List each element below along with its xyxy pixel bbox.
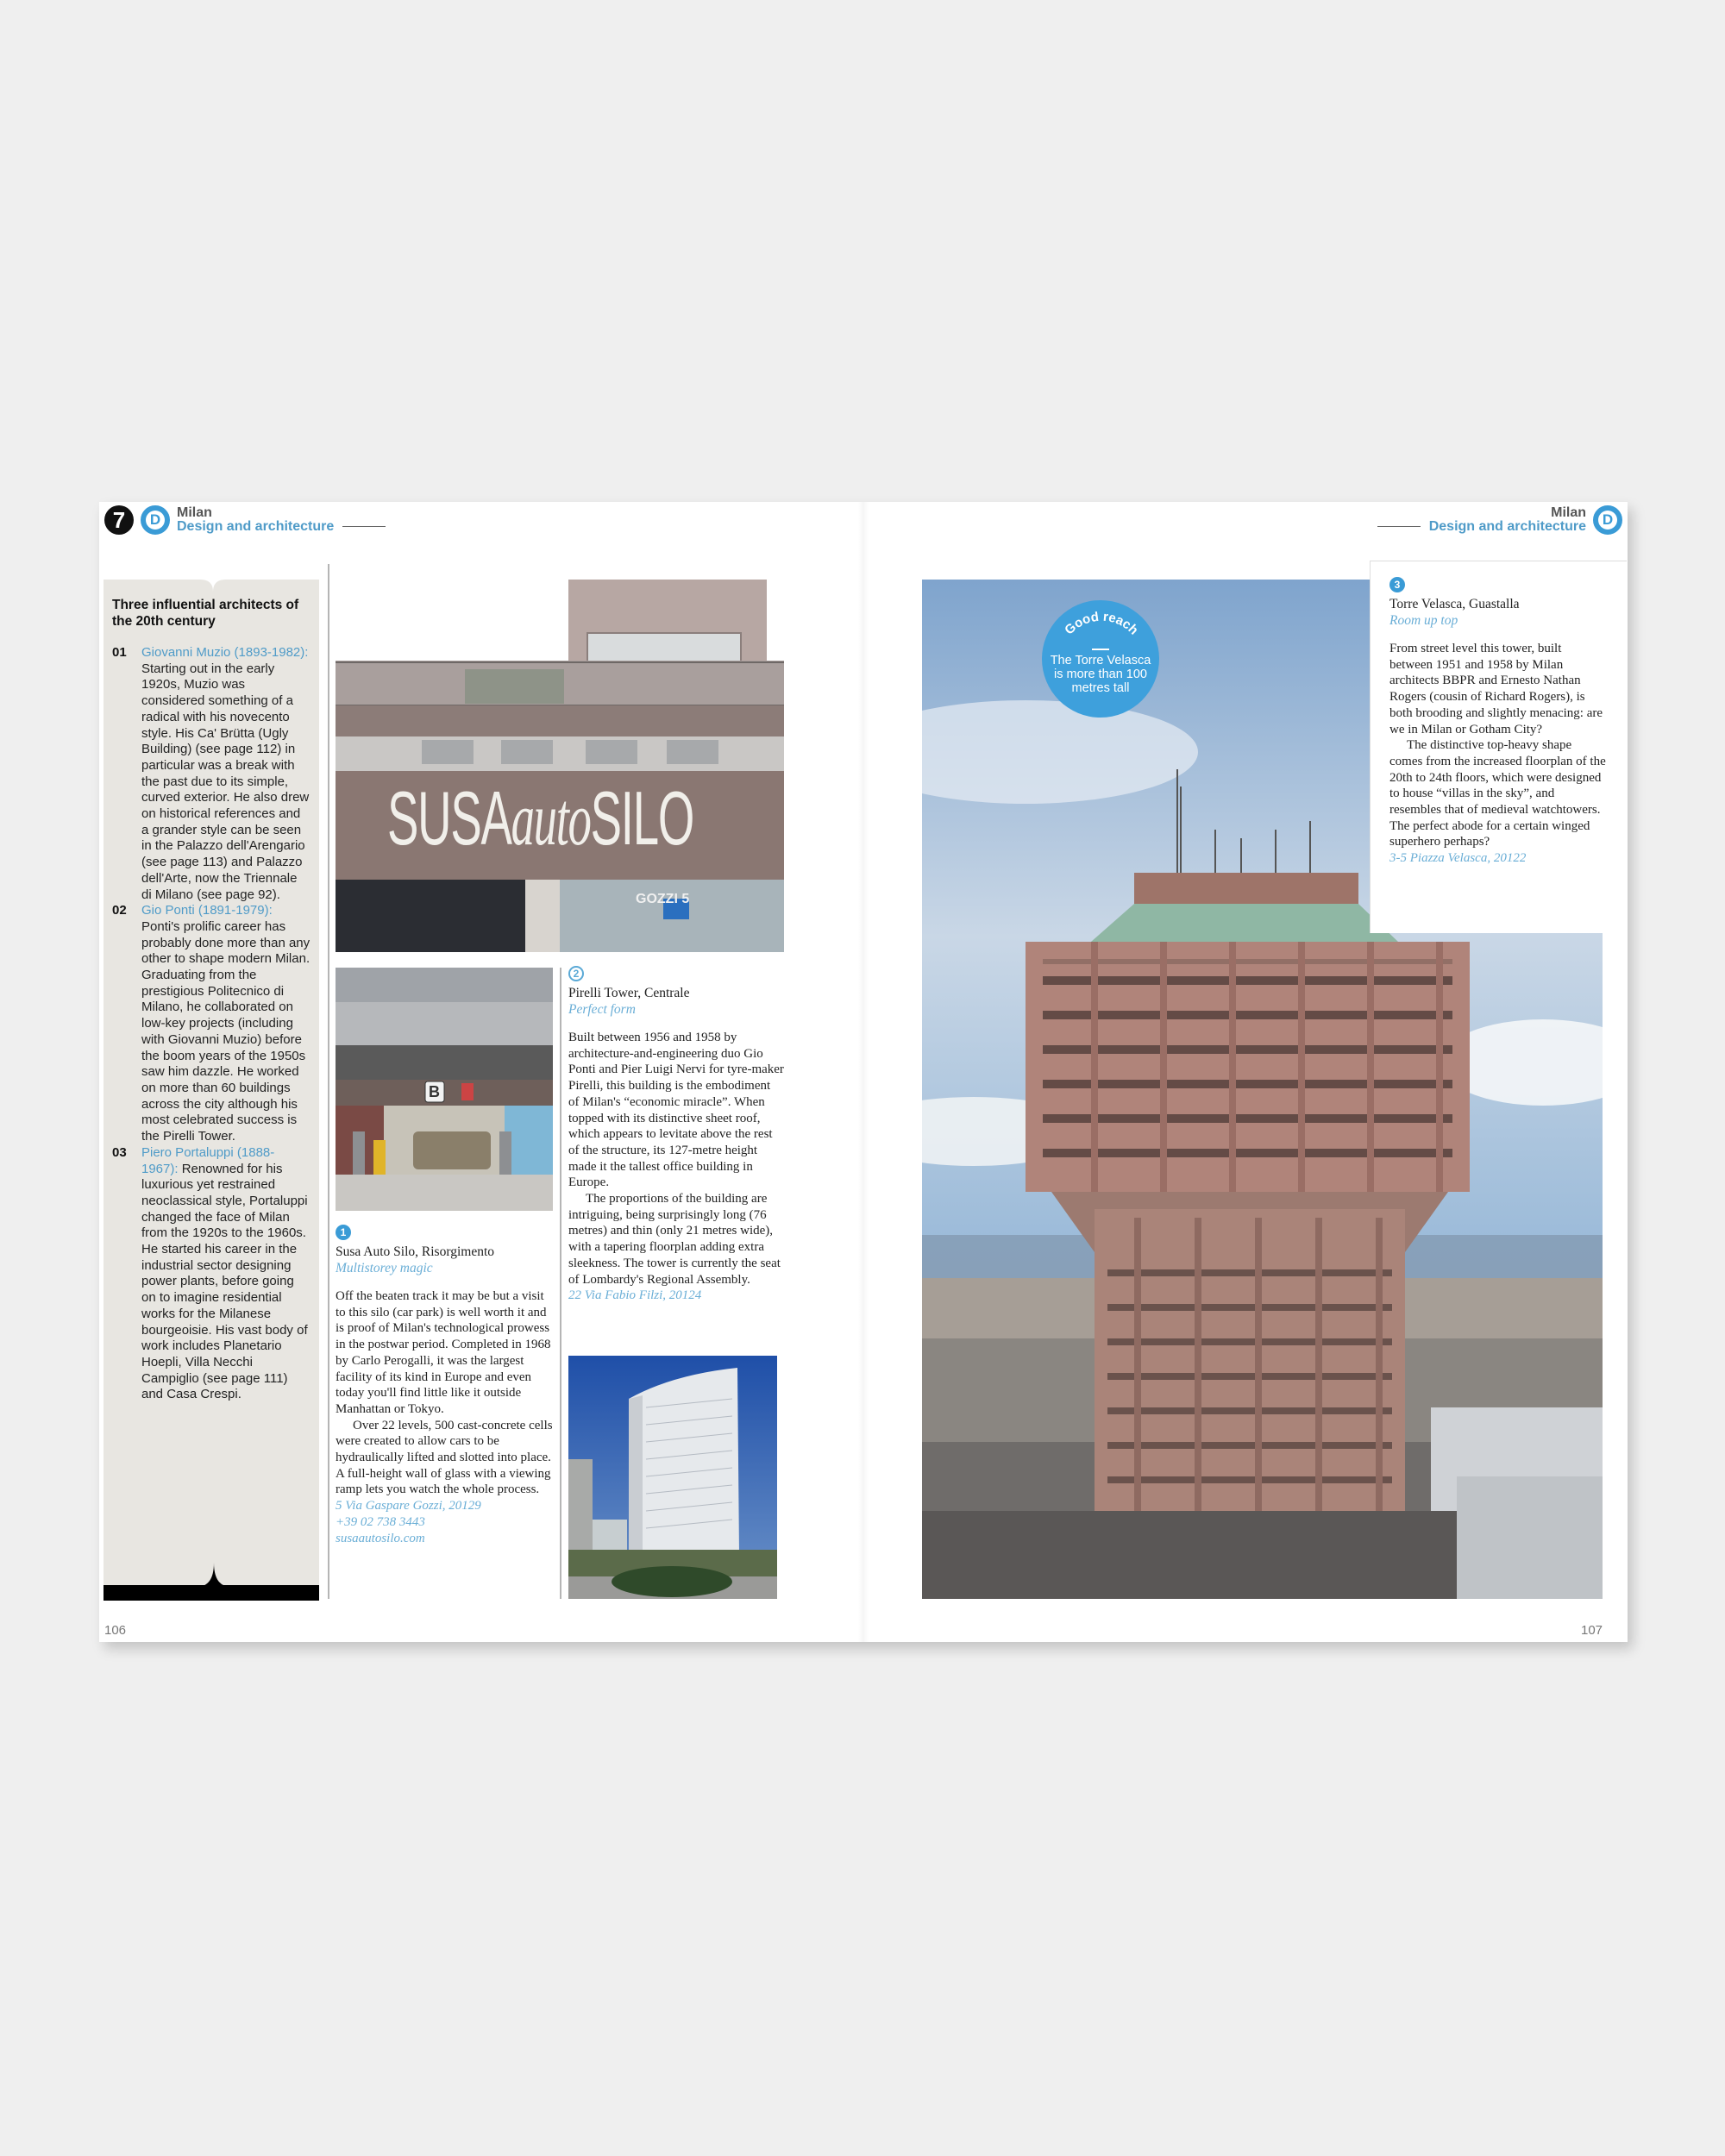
entry-website-link[interactable]: susaautosilo.com bbox=[336, 1531, 425, 1545]
entry-subtitle: Multistorey magic bbox=[336, 1261, 433, 1275]
sidebar-footer-bar bbox=[104, 1585, 319, 1601]
entry-title: Torre Velasca, Guastalla bbox=[1389, 597, 1520, 611]
svg-text:Good reach: Good reach bbox=[1062, 609, 1141, 638]
sidebar-notch-icon bbox=[200, 580, 226, 592]
architects-sidebar bbox=[104, 580, 319, 1597]
sign-text: SUSAautoSILO bbox=[387, 775, 694, 862]
header-rule bbox=[342, 526, 386, 527]
entry-phone[interactable]: +39 02 738 3443 bbox=[336, 1514, 425, 1529]
page-number: 107 bbox=[1581, 1623, 1603, 1638]
header-city: Milan bbox=[177, 505, 212, 520]
entry-number-badge: 3 bbox=[1389, 577, 1405, 592]
entry-address: 5 Via Gaspare Gozzi, 20129 bbox=[336, 1499, 481, 1514]
sidebar-title: Three influential architects of the 20th century bbox=[112, 598, 299, 629]
page-number: 106 bbox=[104, 1623, 127, 1638]
architect-name: Gio Ponti (1891-1979): bbox=[141, 903, 273, 918]
shop-sign: GOZZI 5 bbox=[636, 892, 690, 906]
architect-name: Giovanni Muzio (1893-1982): bbox=[141, 645, 309, 660]
callout-bubble bbox=[1042, 600, 1159, 718]
garage-letter: B bbox=[429, 1083, 440, 1100]
susa-autosilo-facade-photo bbox=[336, 580, 784, 952]
entry-address: 3-5 Piazza Velasca, 20122 bbox=[1389, 851, 1527, 866]
section-letter-icon: D bbox=[141, 505, 170, 535]
entry-pirelli-tower bbox=[568, 966, 784, 1304]
architect-item: 01 Giovanni Muzio (1893-1982): Starting out in the early 1920s, Muzio was considered something of a radical with his novecento style. His Ca' Brütta (Ugly Building) (see page 112) in particular was a break with the past due to its simple, curved exterior. He also drew on historical references and a grander style can be seen in the Palazzo dell'Arengario (see page 113) and Palazzo dell'Arte, now the Triennale di Milano (see page 92). bbox=[112, 645, 310, 902]
callout-text: The Torre Velasca is more than 100 metres tall bbox=[1050, 654, 1151, 695]
entry-title: Pirelli Tower, Centrale bbox=[568, 986, 690, 1000]
page-header-right bbox=[1369, 505, 1622, 535]
entry-number-badge: 1 bbox=[336, 1225, 351, 1240]
entry-number-badge: 2 bbox=[568, 966, 584, 981]
entry-susa-auto-silo bbox=[336, 1225, 555, 1546]
pirelli-tower-photo bbox=[568, 1356, 777, 1599]
left-page bbox=[99, 502, 863, 1642]
callout-rule bbox=[1092, 649, 1109, 650]
header-rule bbox=[1377, 526, 1421, 527]
column-divider bbox=[328, 564, 329, 1599]
header-text bbox=[177, 506, 394, 534]
entry-subtitle: Room up top bbox=[1389, 613, 1458, 628]
header-text bbox=[1369, 506, 1586, 534]
sidebar-footer-notch-icon bbox=[197, 1563, 231, 1587]
page-header-left bbox=[104, 505, 394, 535]
header-section: Design and architecture bbox=[177, 519, 335, 534]
car-garage-photo bbox=[336, 968, 553, 1211]
column-divider bbox=[560, 968, 561, 1599]
entry-torre-velasca bbox=[1370, 561, 1627, 933]
entry-subtitle: Perfect form bbox=[568, 1002, 636, 1017]
entry-body: Built between 1956 and 1958 by architecture-and-engineering duo Gio Ponti and Pier Luigi Nervi for tyre-maker Pirelli, this building is the embodiment of Milan's “economic miracle”. When topped with its distinctive sheet roof, which appears to levitate above the rest of the structure, its 127-metre height made it the tallest office building in Europe. The proportions of the building are intriguing, being surprisingly long (76 metres) and thin (only 21 metres wide), with a tapering floorplan adding extra sleekness. The tower is currently the seat of Lombardy's Regional Assembly. bbox=[568, 1031, 784, 1287]
entry-body: Off the beaten track it may be but a visit to this silo (car park) is well worth it and is proof of Milan's technological prowess in the postwar period. Completed in 1968 by Carlo Perogalli, it was the largest facility of its kind in Europe and even today you'll find little like it outside Manhattan or Tokyo. Over 22 levels, 500 cast-concrete cells were created to allow cars to be hydraulically lifted and slotted into place. A full-height wall of glass with a viewing ramp lets you watch the whole process. bbox=[336, 1289, 553, 1497]
architect-name: Piero Portaluppi (1888-1967): bbox=[141, 1144, 275, 1176]
entry-address: 22 Via Fabio Filzi, 20124 bbox=[568, 1288, 702, 1303]
chapter-number-badge: 7 bbox=[104, 505, 134, 535]
magazine-spread bbox=[99, 502, 1628, 1642]
section-letter-icon: D bbox=[1593, 505, 1622, 535]
architect-item: 02 Gio Ponti (1891-1979): Ponti's prolific career has probably done more than any other to shape modern Milan. Graduating from the prestigious Politecnico di Milano, he collaborated on low-key projects (including with Giovanni Muzio) before the boom years of the 1950s saw him dazzle. He worked on more than 60 buildings across the city although his most celebrated success is the Pirelli Tower. bbox=[112, 903, 310, 1144]
header-city: Milan bbox=[1551, 505, 1586, 520]
header-section: Design and architecture bbox=[1428, 519, 1586, 534]
architect-item: 03 Piero Portaluppi (1888-1967): Renowned for his luxurious yet restrained neoclassical style, Portaluppi changed the face of Milan from the 1920s to the 1960s. He started his career in the industrial sector designing power plants, before going on to imagine residential works for the Milanese bourgeoisie. His vast body of work includes Planetario Hoepli, Villa Necchi Campiglio (see page 111) and Casa Crespi. bbox=[112, 1144, 308, 1402]
entry-body: From street level this tower, built between 1951 and 1958 by Milan architects BBPR and Ernesto Nathan Rogers (cousin of Richard Rogers), is both brooding and slightly menacing: are we in Milan or Gotham City? The distinctive top-heavy shape comes from the increased floorplan of the 20th to 24th floors, which were designed to house “villas in the sky”, and resembles that of medieval watchtowers. The perfect abode for a certain winged superhero perhaps? bbox=[1389, 642, 1606, 849]
entry-title: Susa Auto Silo, Risorgimento bbox=[336, 1244, 495, 1259]
